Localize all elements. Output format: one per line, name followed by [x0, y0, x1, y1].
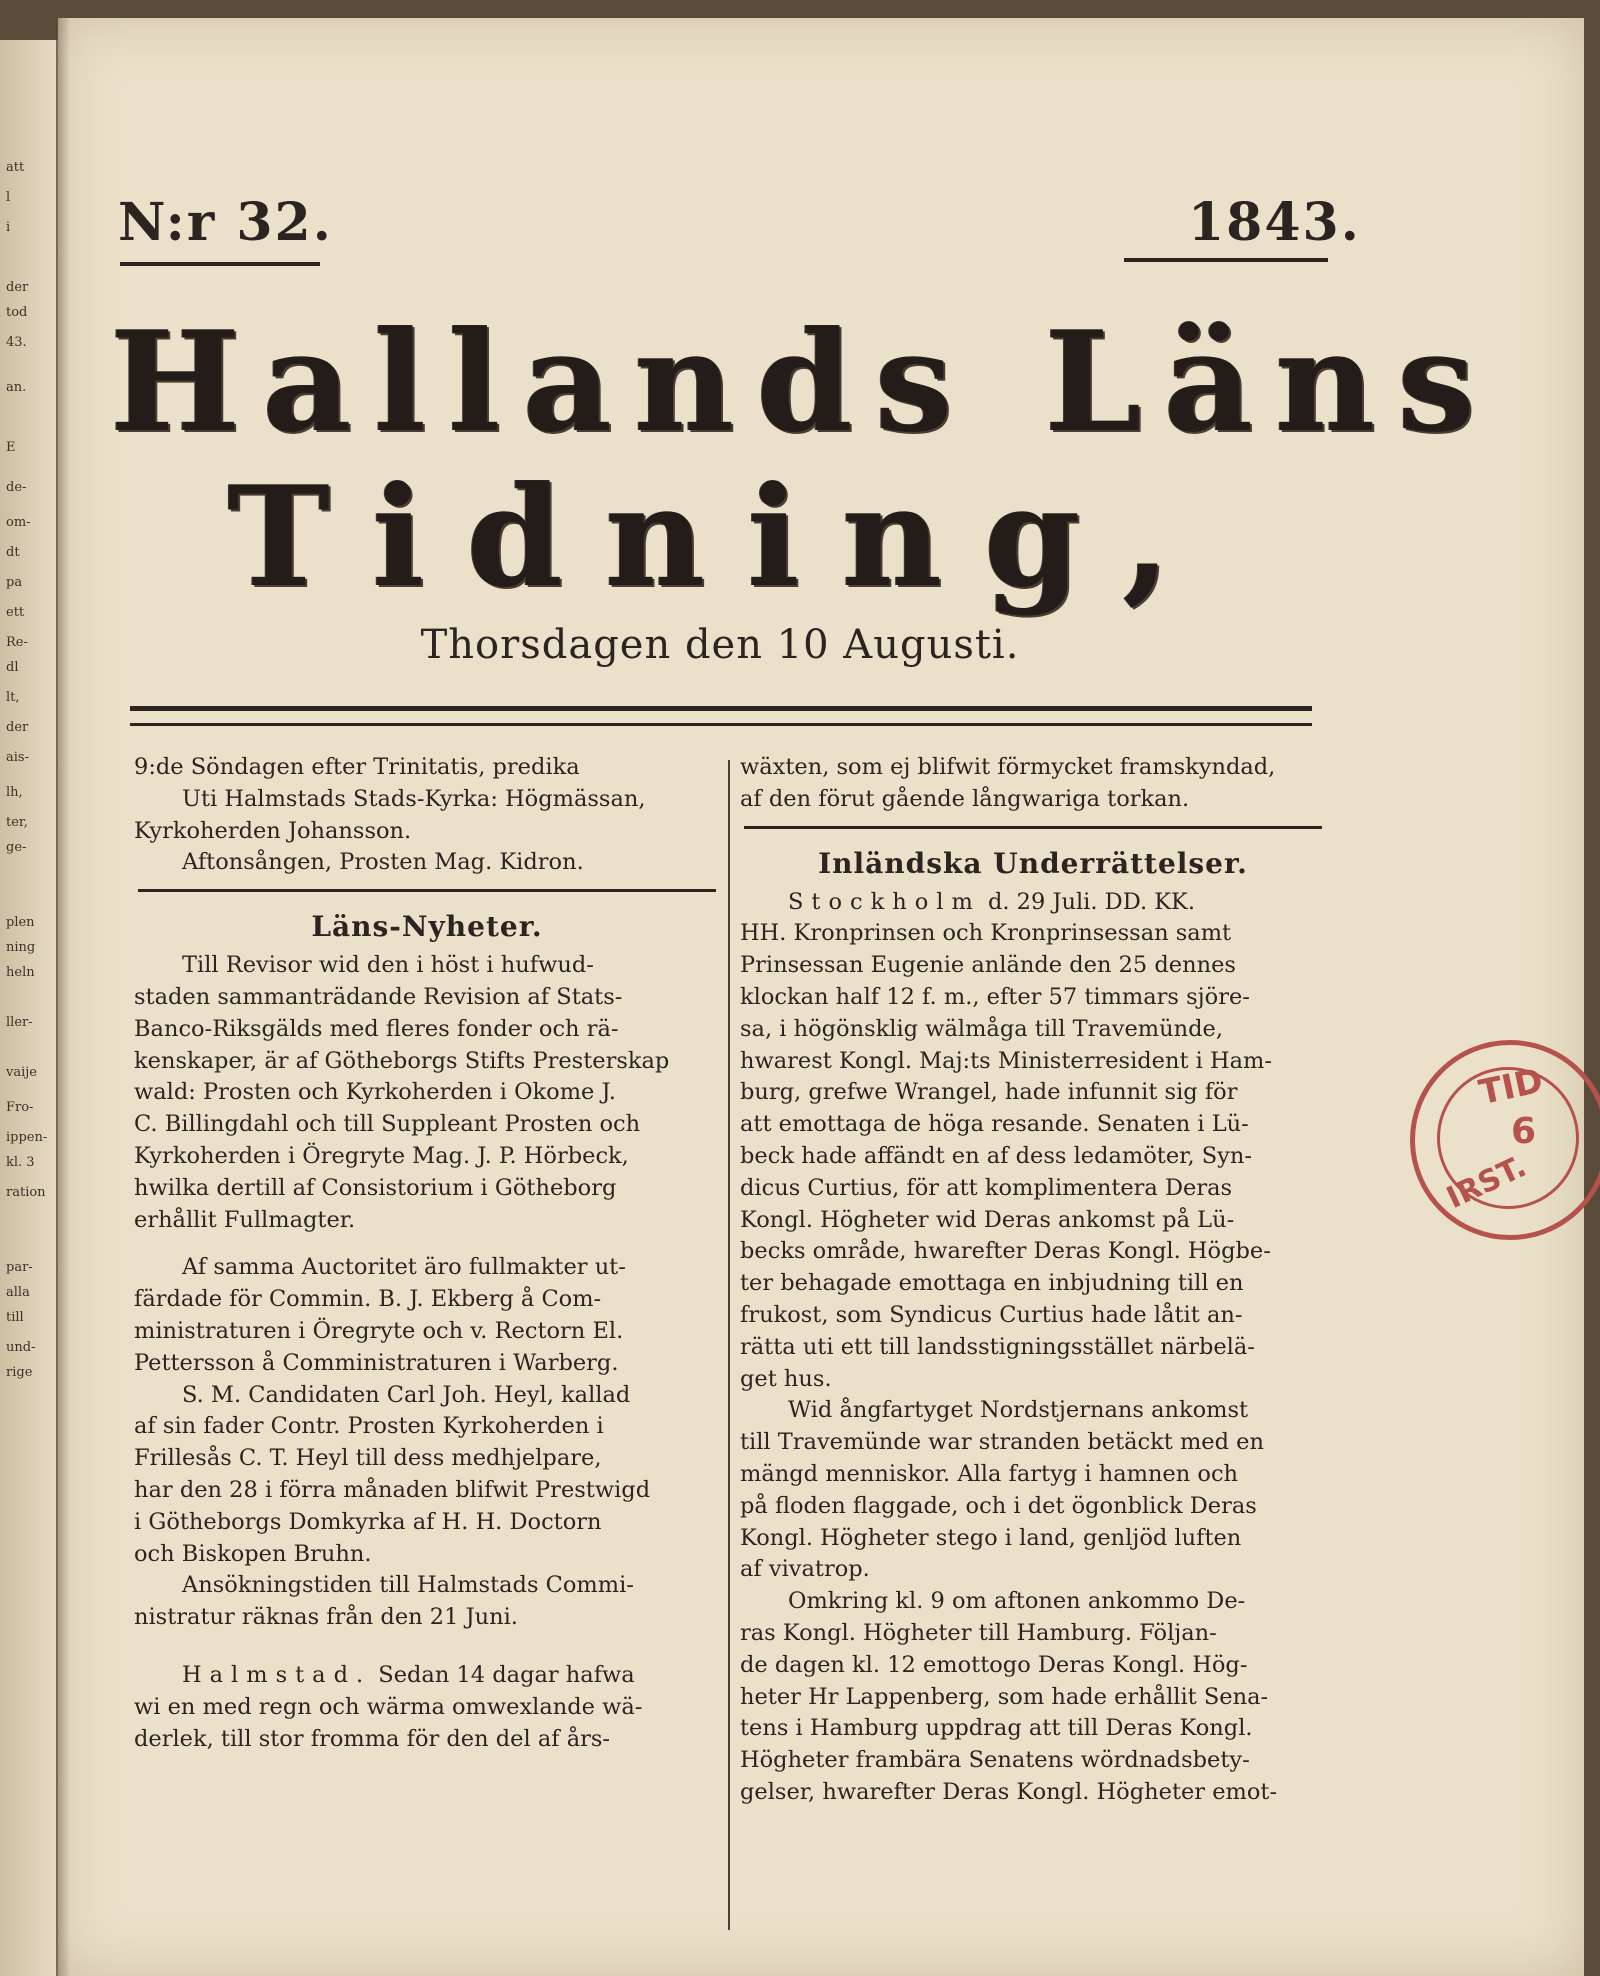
text-line: Kyrkoherden i Öregryte Mag. J. P. Hörbeck, — [134, 1142, 629, 1169]
previous-page-fragment: ning — [6, 940, 36, 955]
previous-page-fragment: ration — [6, 1185, 46, 1200]
previous-page-fragment: E — [6, 440, 16, 455]
previous-page-fragment: lt, — [6, 690, 20, 705]
text-line — [740, 887, 1326, 919]
text-line: becks område, hwarefter Deras Kongl. Högbe- — [740, 1238, 1271, 1265]
text-line: tens i Hamburg uppdrag att till Deras Kongl. — [740, 1715, 1253, 1742]
previous-page-fragment: heln — [6, 965, 35, 980]
article-paragraph — [134, 1252, 720, 1379]
text-line: beck hade affändt en af dess ledamöter, Syn- — [740, 1142, 1252, 1169]
previous-page-fragment: an. — [6, 380, 27, 395]
column-divider — [728, 760, 730, 1930]
text-line: hwilka dertill af Consistorium i Götheborg — [134, 1174, 617, 1201]
newspaper-title-line-1: Hallands Läns — [110, 300, 1498, 463]
previous-page-fragment: 43. — [6, 335, 27, 350]
text-line: hwarest Kongl. Maj:ts Ministerresident i Ham- — [740, 1047, 1272, 1074]
text-line: rätta uti ett till landsstigningsstället närbelä- — [740, 1333, 1255, 1360]
sermon-line: Uti Halmstads Stads-Kyrka: Högmässan, — [182, 785, 646, 812]
text-line: ter behagade emottaga en inbjudning till en — [740, 1270, 1244, 1297]
previous-page-fragment: plen — [6, 915, 35, 930]
lans-nyheter-heading: Läns-Nyheter. — [311, 910, 543, 944]
previous-page-fragment: lh, — [6, 785, 23, 800]
text-line: Frillesås C. T. Heyl till dess medhjelpare, — [134, 1445, 602, 1472]
previous-page-fragment: ge- — [6, 840, 27, 855]
library-stamp — [1410, 1040, 1600, 1240]
text-line: burg, grefwe Wrangel, hade infunnit sig för — [740, 1079, 1238, 1106]
stamp-text-bottom: IRST. — [1441, 1149, 1532, 1216]
text-line: wald: Prosten och Kyrkoherden i Okome J. — [134, 1079, 616, 1106]
halmstad-first-line: Sedan 14 dagar hafwa — [378, 1661, 635, 1688]
previous-page-fragment: om- — [6, 515, 31, 530]
text-line: att emottaga de höga resande. Senaten i Lü- — [740, 1111, 1249, 1138]
sermon-line: Aftonsången, Prosten Mag. Kidron. — [182, 849, 584, 876]
text-line: C. Billingdahl och till Suppleant Prosten och — [134, 1111, 641, 1138]
previous-page-edge — [0, 40, 59, 1976]
previous-page-fragment: dl — [6, 660, 19, 675]
text-line: gelser, hwarefter Deras Kongl. Högheter emot- — [740, 1778, 1278, 1805]
paragraph-gap — [134, 1236, 720, 1252]
text-line: och Biskopen Bruhn. — [134, 1540, 372, 1567]
text-line: af sin fader Contr. Prosten Kyrkoherden i — [134, 1413, 604, 1440]
previous-page-fragment: dt — [6, 545, 20, 560]
previous-page-fragment: ippen- — [6, 1130, 48, 1145]
paragraph-gap — [134, 1634, 720, 1660]
section-rule — [138, 889, 716, 892]
previous-page-fragment: att — [6, 160, 25, 175]
issue-number-rule — [120, 262, 320, 266]
issue-number: N:r 32. — [118, 192, 333, 253]
previous-page-fragment: ett — [6, 605, 25, 620]
previous-page-fragment: der — [6, 280, 29, 295]
previous-page-fragment: rige — [6, 1365, 33, 1380]
halmstad-paragraph — [134, 1660, 720, 1755]
previous-page-fragment: ais- — [6, 750, 29, 765]
previous-page-fragment: und- — [6, 1340, 36, 1355]
text-line: HH. Kronprinsen och Kronprinsessan samt — [740, 920, 1232, 947]
previous-page-fragment: vaije — [6, 1065, 37, 1080]
text-line: Af samma Auctoritet äro fullmakter ut- — [182, 1254, 626, 1281]
text-line: Banco-Riksgälds med fleres fonder och rä- — [134, 1015, 619, 1042]
text-line: ras Kongl. Högheter till Hamburg. Följan- — [740, 1619, 1217, 1646]
previous-page-fragment: pa — [6, 575, 23, 590]
article-paragraph — [740, 1586, 1326, 1809]
halmstad-dateline: Halmstad. — [182, 1661, 372, 1688]
stamp-text-top: TID — [1475, 1060, 1547, 1114]
previous-page-fragment: ller- — [6, 1015, 33, 1030]
text-line: Till Revisor wid den i höst i hufwud- — [182, 952, 594, 979]
previous-page-fragment: l — [6, 190, 11, 205]
previous-page-fragment: kl. 3 — [6, 1155, 35, 1170]
text-line: heter Hr Lappenberg, som hade erhållit Sena- — [740, 1683, 1269, 1710]
stockholm-dateline: Stockholm — [788, 888, 981, 915]
previous-page-fragment: tod — [6, 305, 28, 320]
stockholm-first-line: d. 29 Juli. DD. KK. — [987, 888, 1196, 915]
text-line: derlek, till stor fromma för den del af års- — [134, 1725, 611, 1752]
previous-page-fragment: de- — [6, 480, 27, 495]
previous-page-fragment: alla — [6, 1285, 30, 1300]
sermon-line: 9:de Söndagen efter Trinitatis, predika — [134, 754, 580, 780]
text-line: wäxten, som ej blifwit förmycket framskyndad, — [740, 754, 1276, 780]
article-paragraph — [134, 950, 720, 1236]
text-line: på floden flaggade, och i det ögonblick Deras — [740, 1492, 1257, 1519]
text-line: wi en med regn och wärma omwexlande wä- — [134, 1693, 643, 1720]
text-line: dicus Curtius, för att komplimentera Deras — [740, 1174, 1233, 1201]
text-line: erhållit Fullmagter. — [134, 1206, 356, 1233]
text-line: af vivatrop. — [740, 1556, 870, 1583]
newspaper-title-line-2: Tidning, — [227, 455, 1213, 618]
text-line: Wid ångfartyget Nordstjernans ankomst — [788, 1397, 1249, 1424]
previous-page-fragment: ter, — [6, 815, 28, 830]
text-line: klockan half 12 f. m., efter 57 timmars sjöre- — [740, 983, 1250, 1010]
issue-year: 1843. — [1188, 192, 1361, 253]
text-line: sa, i högönsklig wälmåga till Travemünde, — [740, 1015, 1223, 1042]
text-line: get hus. — [740, 1365, 832, 1392]
stockholm-paragraph — [740, 887, 1326, 1396]
article-paragraph — [134, 1380, 720, 1571]
text-line: ministraturen i Öregryte och v. Rectorn El. — [134, 1317, 624, 1344]
text-line: färdade för Commin. B. J. Ekberg å Com- — [134, 1286, 602, 1313]
text-line: af den förut gående långwariga torkan. — [740, 785, 1190, 812]
text-line: Kongl. Högheter stego i land, genljöd luften — [740, 1524, 1242, 1551]
previous-page-fragment: till — [6, 1310, 24, 1325]
text-line: staden sammanträdande Revision af Stats- — [134, 983, 623, 1010]
text-line: Omkring kl. 9 om aftonen ankommo De- — [788, 1588, 1246, 1615]
text-line: frukost, som Syndicus Curtius hade låtit an- — [740, 1301, 1243, 1328]
text-line: kenskaper, är af Götheborgs Stifts Presterskap — [134, 1047, 670, 1074]
text-line: Prinsessan Eugenie anlände den 25 dennes — [740, 952, 1236, 979]
sermon-line: Kyrkoherden Johansson. — [134, 817, 412, 844]
text-line: mängd menniskor. Alla fartyg i hamnen och — [740, 1460, 1239, 1487]
section-rule — [744, 826, 1322, 829]
article-paragraph — [134, 1570, 720, 1634]
right-column — [740, 752, 1326, 1809]
text-line: Pettersson å Comministraturen i Warberg. — [134, 1349, 619, 1376]
issue-year-rule — [1124, 258, 1328, 262]
text-line: S. M. Candidaten Carl Joh. Heyl, kallad — [182, 1381, 631, 1408]
text-line — [134, 1660, 720, 1692]
left-column — [134, 752, 720, 1755]
previous-page-fragment: der — [6, 720, 29, 735]
sermon-notice — [134, 752, 720, 879]
page-gutter-shadow — [58, 18, 70, 1976]
previous-page-fragment: i — [6, 220, 11, 235]
continuation-paragraph — [740, 752, 1326, 816]
text-line: Kongl. Högheter wid Deras ankomst på Lü- — [740, 1206, 1235, 1233]
text-line: har den 28 i förra månaden blifwit Prestwigd — [134, 1476, 651, 1503]
previous-page-fragment: Fro- — [6, 1100, 34, 1115]
previous-page-fragment: Re- — [6, 635, 28, 650]
text-line: Ansökningstiden till Halmstads Commi- — [182, 1572, 634, 1599]
text-line: Högheter frambära Senatens wördnadsbety- — [740, 1747, 1250, 1774]
text-line: till Travemünde war stranden betäckt med en — [740, 1429, 1264, 1456]
stamp-text-mid: 6 — [1511, 1111, 1537, 1152]
text-line: nistratur räknas från den 21 Juni. — [134, 1604, 518, 1631]
dateline: Thorsdagen den 10 Augusti. — [420, 622, 1020, 668]
text-line: i Götheborgs Domkyrka af H. H. Doctorn — [134, 1508, 602, 1535]
article-paragraph — [740, 1395, 1326, 1586]
text-line: de dagen kl. 12 emottogo Deras Kongl. Hög- — [740, 1651, 1248, 1678]
inlandska-heading: Inländska Underrättelser. — [818, 846, 1248, 880]
masthead-double-rule — [130, 706, 1312, 726]
previous-page-fragment: par- — [6, 1260, 33, 1275]
